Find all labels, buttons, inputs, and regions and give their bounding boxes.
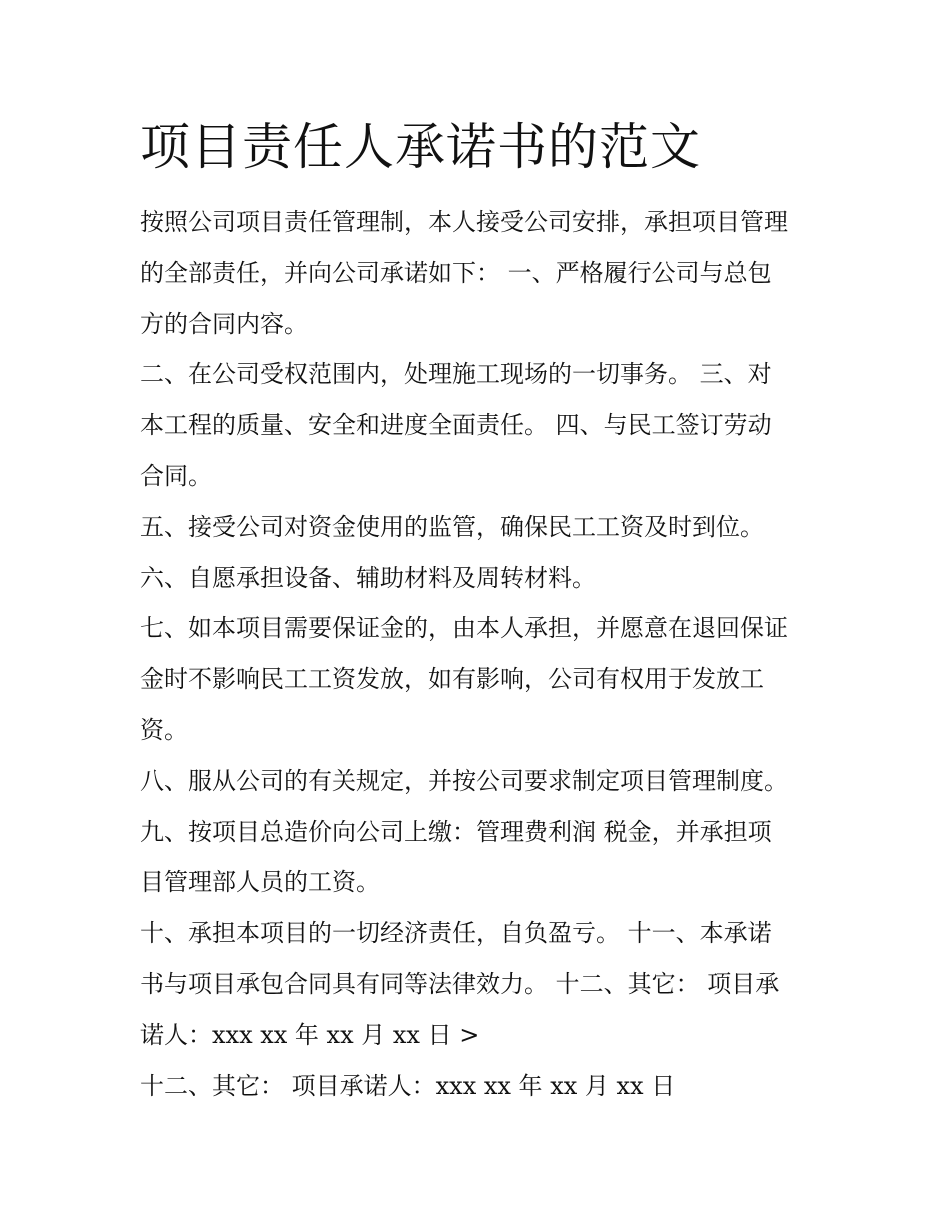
text-line: 资。: [140, 715, 188, 744]
paragraph-item-7: [140, 603, 830, 755]
text-line: 按照公司项目责任管理制，本人接受公司安排，承担项目管理: [140, 208, 788, 236]
text-line: 五、接受公司对资金使用的监管，确保民工工资及时到位。: [140, 512, 764, 541]
paragraph-item-6: [140, 553, 830, 604]
text-line: 合同。: [140, 461, 212, 490]
text-line: 九、按项目总造价向公司上缴：管理费利润 税金，并承担项: [140, 817, 772, 846]
text-line: 诺人：xxx xx 年 xx 月 xx 日 >: [140, 1020, 480, 1049]
text-line: 方的合同内容。: [140, 309, 308, 338]
text-line: 二、在公司受权范围内，处理施工现场的一切事务。 三、对: [140, 360, 772, 389]
paragraph-item-9: [140, 807, 830, 909]
text-line: 八、服从公司的有关规定，并按公司要求制定项目管理制度。: [140, 766, 788, 795]
text-line: 七、如本项目需要保证金的，由本人承担，并愿意在退回保证: [140, 614, 788, 643]
paragraph-item-12-signature: [140, 1061, 830, 1112]
document-body: [140, 197, 830, 1111]
text-line: 书与项目承包合同具有同等法律效力。 十二、其它： 项目承: [140, 969, 780, 998]
paragraph-item-5: [140, 502, 830, 553]
text-line: 的全部责任，并向公司承诺如下： 一、严格履行公司与总包: [140, 258, 772, 287]
page-title: 项目责任人承诺书的范文: [140, 118, 701, 176]
text-line: 目管理部人员的工资。: [140, 868, 380, 897]
paragraph-items-10-12: [140, 908, 830, 1060]
text-line: 六、自愿承担设备、辅助材料及周转材料。: [140, 563, 596, 592]
text-line: 金时不影响民工工资发放，如有影响，公司有权用于发放工: [140, 665, 764, 694]
text-line: 本工程的质量、安全和进度全面责任。 四、与民工签订劳动: [140, 411, 772, 440]
paragraph-items-2-4: [140, 349, 830, 501]
text-line: 十二、其它： 项目承诺人：xxx xx 年 xx 月 xx 日: [140, 1071, 676, 1100]
text-line: 十、承担本项目的一切经济责任，自负盈亏。 十一、本承诺: [140, 919, 772, 948]
paragraph-intro: [140, 197, 830, 349]
paragraph-item-8: [140, 756, 830, 807]
